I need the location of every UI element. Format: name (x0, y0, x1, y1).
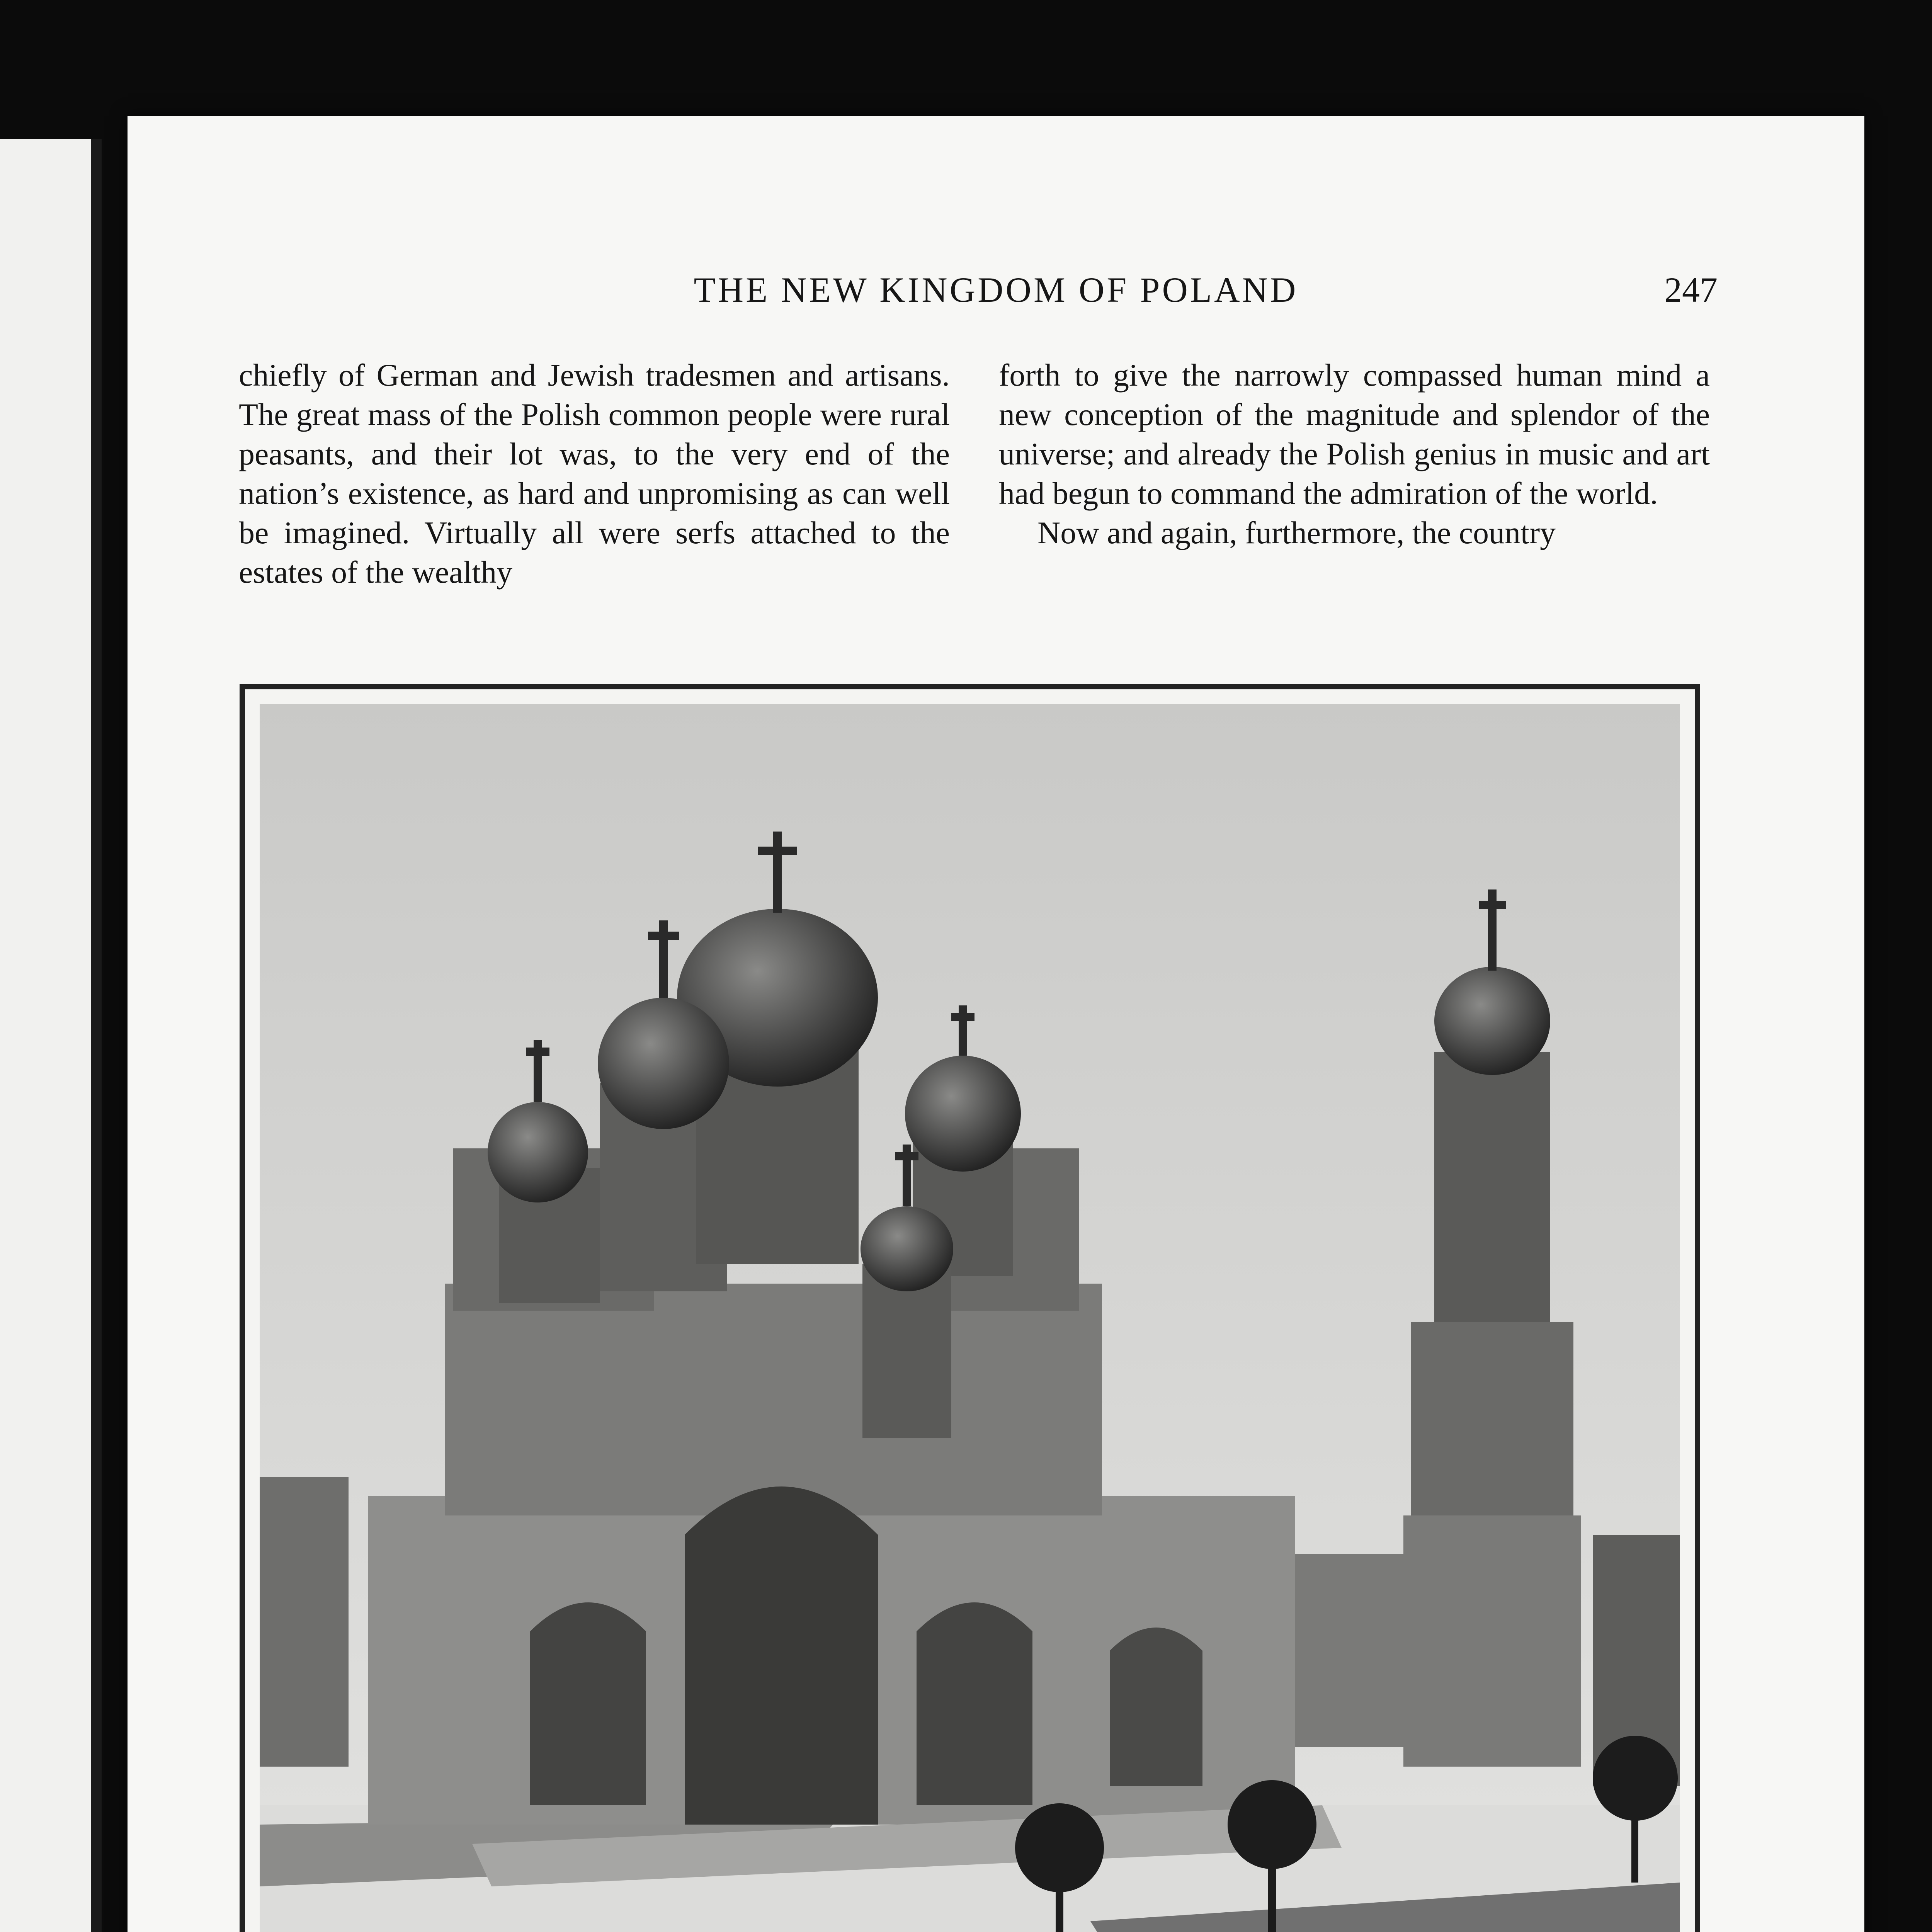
running-header (128, 267, 1864, 313)
column-top-right (999, 355, 1710, 553)
paragraph: chiefly of German and Jewish tradesmen and artisans. The great mass of the Polish common people were rural peasants, and their lot was, to the very end of the nation’s existence, as hard and unpromising as can well be imagined. Virtually all were serfs attached to the estates of the wealthy (239, 357, 950, 590)
paragraph: Now and again, furthermore, the country (1037, 515, 1556, 550)
cathedral-photo-frame (240, 684, 1700, 1932)
paragraph: forth to give the narrowly compassed human mind a new conception of the magnitude and splendor of the universe; and already the Polish genius in music and art had begun to command the admiration of the world. (999, 357, 1710, 511)
book-page (128, 116, 1864, 1932)
previous-page-edge (0, 139, 102, 1932)
page-title: THE NEW KINGDOM OF POLAND (694, 270, 1298, 310)
page-number: 247 (1664, 270, 1718, 310)
cathedral-illustration (260, 704, 1680, 1932)
column-top-left (239, 355, 950, 592)
cathedral-photo (260, 704, 1680, 1932)
